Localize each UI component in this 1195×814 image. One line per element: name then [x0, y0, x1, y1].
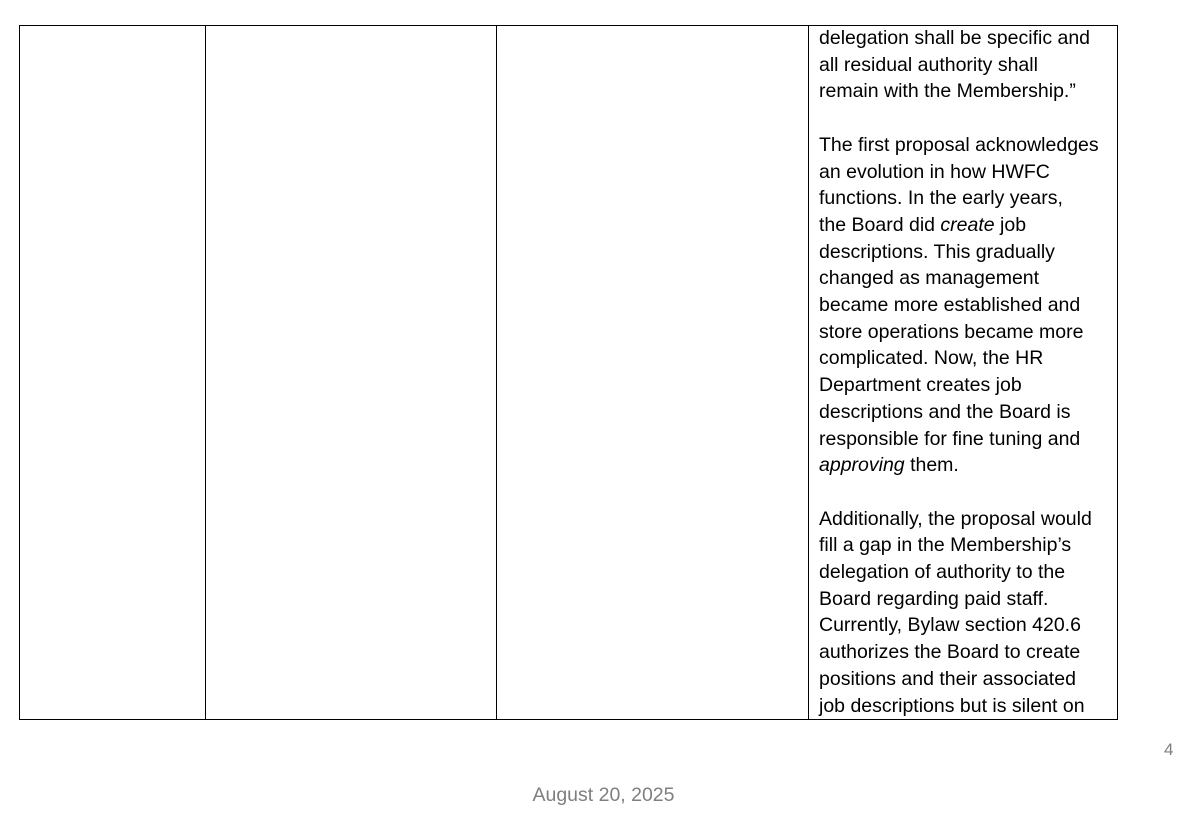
text-segment: descriptions. This gradually [819, 240, 1055, 263]
text-segment: responsible for fine tuning and [819, 427, 1081, 450]
text-segment: positions and their associated [819, 667, 1076, 690]
text-line [819, 586, 1113, 613]
text-segment: Additionally, the proposal would [819, 507, 1092, 530]
text-line [819, 506, 1113, 533]
footer-date: August 20, 2025 [532, 784, 675, 806]
text-line [819, 185, 1113, 212]
text-line [819, 212, 1113, 239]
text-segment: delegation shall be specific and [819, 27, 1091, 49]
text-line [819, 372, 1113, 399]
page-number: 4 [1164, 740, 1174, 759]
paragraph [819, 132, 1113, 479]
text-line [819, 265, 1113, 292]
table-cell-3 [497, 26, 809, 720]
table-cell-4 [809, 26, 1118, 720]
text-segment: the Board did [819, 213, 941, 236]
text-line [819, 52, 1113, 79]
text-line [819, 612, 1113, 639]
text-segment: them. [904, 454, 959, 477]
document-table [19, 25, 1118, 720]
text-line [819, 559, 1113, 586]
text-line [819, 426, 1113, 453]
text-segment: The first proposal acknowledges [819, 133, 1099, 156]
text-segment: Currently, Bylaw section 420.6 [819, 614, 1081, 637]
text-segment: job [994, 213, 1027, 236]
text-line [819, 452, 1113, 479]
text-segment: complicated. Now, the HR [819, 347, 1044, 370]
italic-text: approving [819, 454, 905, 477]
text-line [819, 78, 1113, 105]
text-line [819, 693, 1113, 720]
text-segment: became more established and [819, 294, 1081, 317]
text-segment: remain with the Membership.” [819, 80, 1076, 103]
text-segment: all residual authority shall [819, 53, 1038, 76]
text-segment: descriptions and the Board is [819, 400, 1071, 423]
text-line [819, 639, 1113, 666]
text-segment: store operations became more [819, 320, 1084, 343]
cell-text-block [809, 25, 1117, 719]
table-row [20, 26, 1118, 720]
paragraph [819, 506, 1113, 720]
text-line [819, 666, 1113, 693]
text-segment: functions. In the early years, [819, 187, 1063, 210]
text-segment: authorizes the Board to create [819, 641, 1081, 664]
text-line [819, 532, 1113, 559]
text-line [819, 159, 1113, 186]
text-line [819, 399, 1113, 426]
paragraph [819, 25, 1113, 105]
text-line [819, 239, 1113, 266]
text-segment: job descriptions but is silent on [819, 694, 1085, 717]
table-cell-2 [206, 26, 497, 720]
text-segment: an evolution in how HWFC [819, 160, 1050, 183]
text-line [819, 319, 1113, 346]
text-segment: changed as management [819, 267, 1040, 290]
text-line [819, 292, 1113, 319]
text-line [819, 132, 1113, 159]
table-cell-1 [20, 26, 206, 720]
text-line [819, 345, 1113, 372]
text-segment: Department creates job [819, 374, 1022, 397]
text-segment: Board regarding paid staff. [819, 587, 1049, 610]
text-segment: delegation of authority to the [819, 561, 1066, 584]
text-line [819, 25, 1113, 52]
text-segment: fill a gap in the Membership’s [819, 534, 1072, 557]
italic-text: create [940, 213, 995, 236]
